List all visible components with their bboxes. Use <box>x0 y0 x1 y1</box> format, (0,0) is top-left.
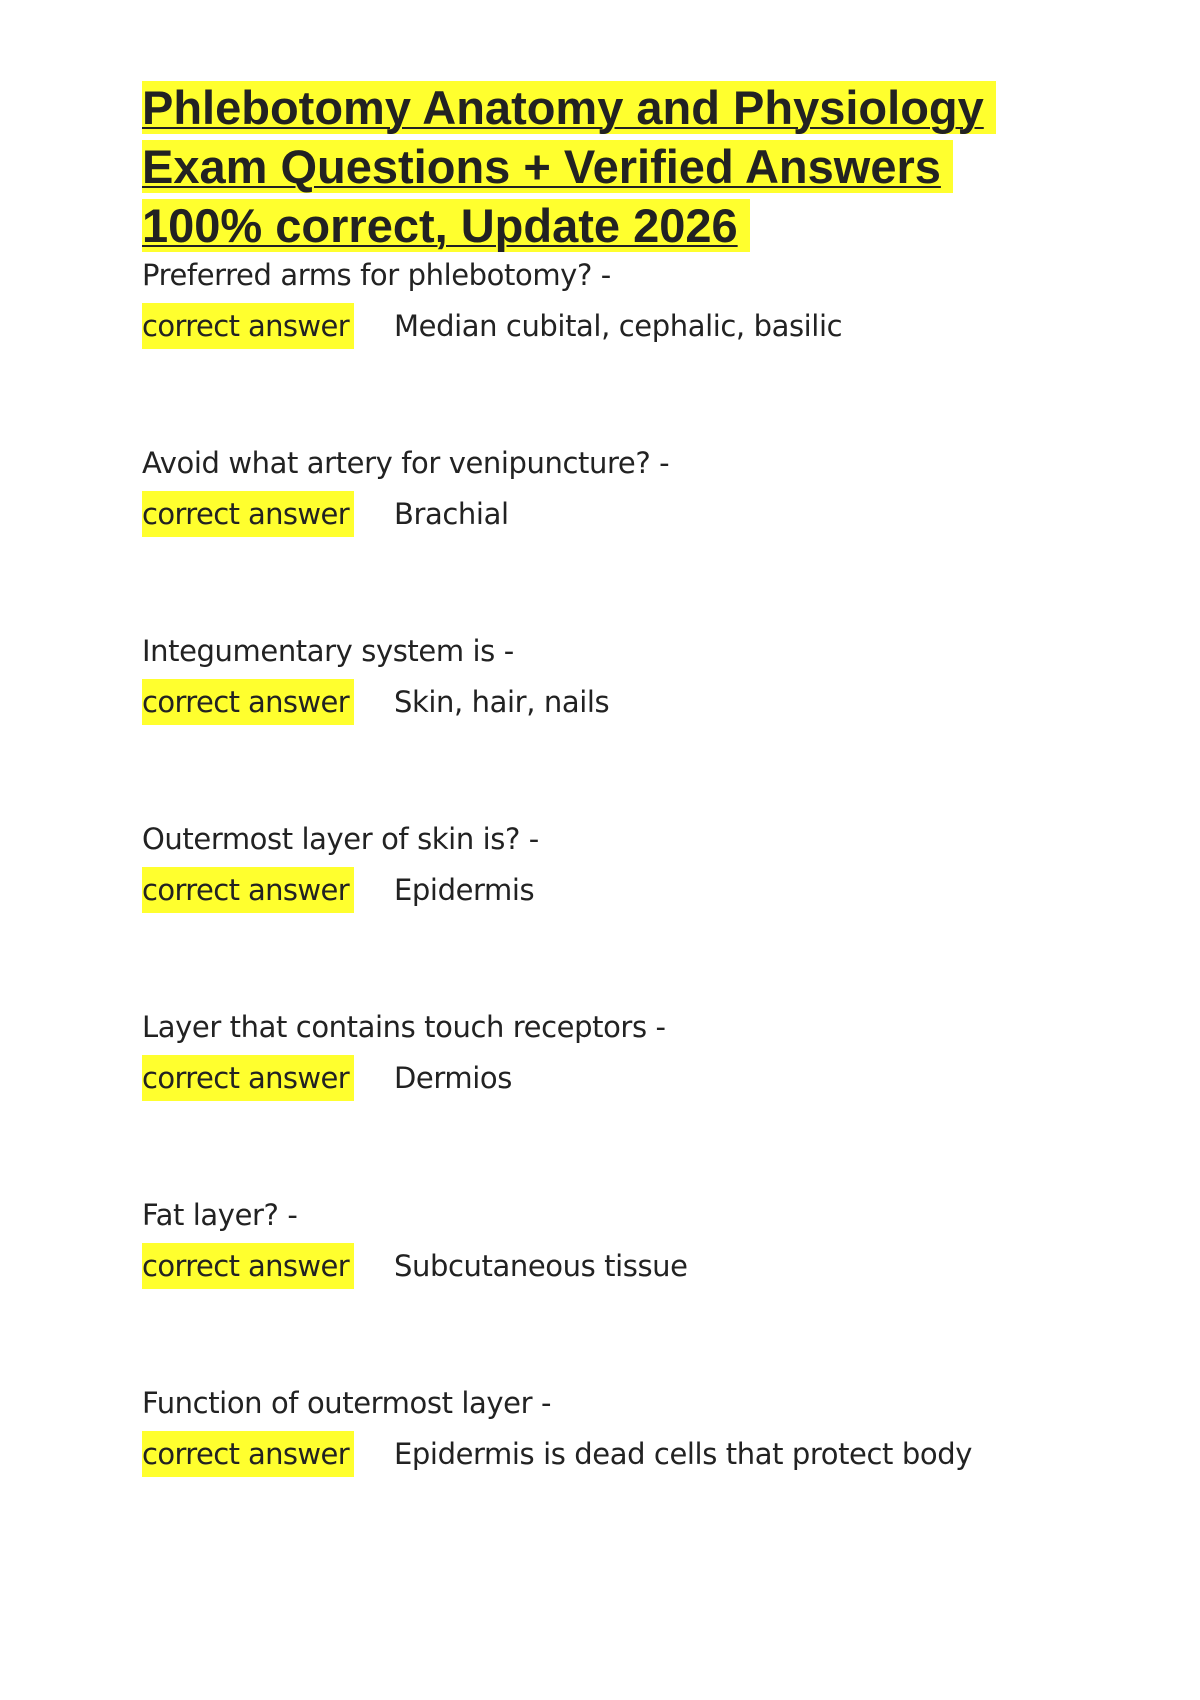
qa-item <box>142 1195 1042 1383</box>
qa-item <box>142 1383 1042 1571</box>
answer-text: Dermios <box>394 1061 512 1095</box>
question-text: Avoid what artery for venipuncture? - <box>142 446 670 480</box>
answer-text: Epidermis <box>394 873 535 907</box>
question-text: Integumentary system is - <box>142 634 514 668</box>
qa-list <box>142 255 1042 1571</box>
document-title <box>142 78 1042 255</box>
correct-answer-label: correct answer <box>142 1431 354 1477</box>
qa-item <box>142 255 1042 443</box>
answer-text: Subcutaneous tissue <box>394 1249 688 1283</box>
qa-item <box>142 631 1042 819</box>
answer-text: Epidermis is dead cells that protect body <box>394 1437 972 1471</box>
correct-answer-label: correct answer <box>142 1243 354 1289</box>
qa-item <box>142 443 1042 631</box>
answer-text: Brachial <box>394 497 509 531</box>
question-text: Function of outermost layer - <box>142 1386 552 1420</box>
qa-item <box>142 819 1042 1007</box>
correct-answer-label: correct answer <box>142 867 354 913</box>
correct-answer-label: correct answer <box>142 491 354 537</box>
answer-text: Skin, hair, nails <box>394 685 610 719</box>
correct-answer-label: correct answer <box>142 679 354 725</box>
question-text: Outermost layer of skin is? - <box>142 822 539 856</box>
answer-text: Median cubital, cephalic, basilic <box>394 309 843 343</box>
correct-answer-label: correct answer <box>142 1055 354 1101</box>
correct-answer-label: correct answer <box>142 303 354 349</box>
document-content <box>142 78 1042 1571</box>
question-text: Preferred arms for phlebotomy? - <box>142 258 611 292</box>
title-line-3: 100% correct, Update 2026 <box>142 199 750 252</box>
question-text: Layer that contains touch receptors - <box>142 1010 666 1044</box>
question-text: Fat layer? - <box>142 1198 298 1232</box>
qa-item <box>142 1007 1042 1195</box>
title-line-1: Phlebotomy Anatomy and Physiology <box>142 81 996 134</box>
title-line-2: Exam Questions + Verified Answers <box>142 140 953 193</box>
